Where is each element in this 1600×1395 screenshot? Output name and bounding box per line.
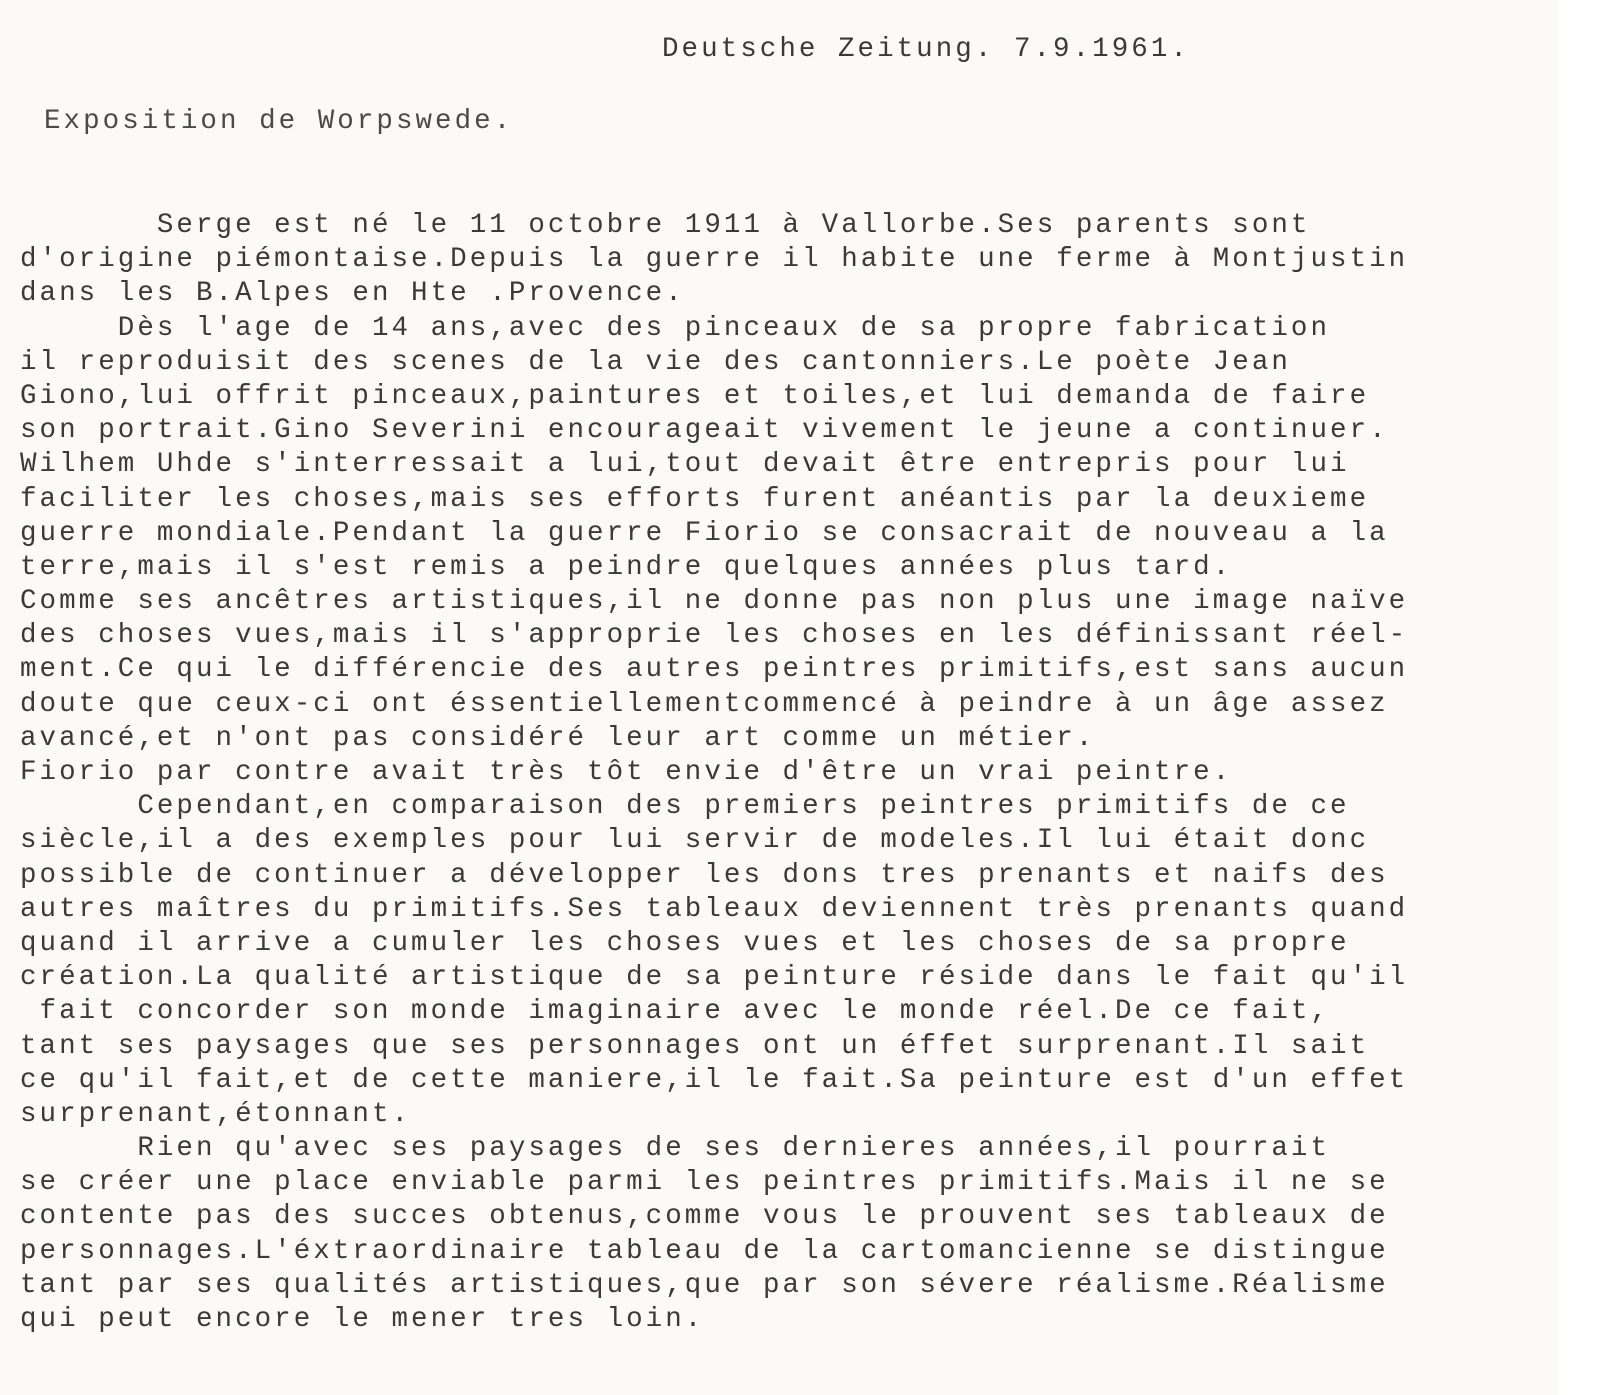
- text-line: siècle,il a des exemples pour lui servir de modeles.Il lui était donc: [20, 825, 1370, 857]
- text-line: il reproduisit des scenes de la vie des cantonniers.Le poète Jean: [20, 346, 1291, 378]
- text-line: Dès l'age de 14 ans,avec des pinceaux de sa propre fabrication: [20, 312, 1331, 344]
- text-line: d'origine piémontaise.Depuis la guerre il habite une ferme à Montjustin: [20, 244, 1409, 276]
- text-line: Fiorio par contre avait très tôt envie d'être un vrai peintre.: [20, 757, 1233, 788]
- text-line: Wilhem Uhde s'interressait a lui,tout devait être entrepris pour lui: [20, 449, 1350, 481]
- text-line: Rien qu'avec ses paysages de ses dernieres années,il pourrait: [20, 1133, 1331, 1165]
- text-line: ment.Ce qui le différencie des autres peintres primitifs,est sans aucun: [20, 654, 1409, 686]
- text-line: Giono,lui offrit pinceaux,paintures et toiles,et lui demanda de faire: [20, 380, 1370, 412]
- text-line: ce qu'il fait,et de cette maniere,il le fait.Sa peinture est d'un effet: [20, 1064, 1409, 1096]
- text-line: Cependant,en comparaison des premiers peintres primitifs de ce: [20, 791, 1350, 823]
- text-line: Comme ses ancêtres artistiques,il ne donne pas non plus une image naïve: [20, 586, 1409, 618]
- text-line: avancé,et n'ont pas considéré leur art comme un métier.: [20, 722, 1096, 754]
- text-line: des choses vues,mais il s'approprie les choses en les définissant réel-: [20, 620, 1409, 652]
- body-text: [20, 209, 1408, 1337]
- text-line: doute que ceux-ci ont éssentiellementcommencé à peindre à un âge assez: [20, 688, 1389, 720]
- text-line: se créer une place enviable parmi les peintres primitifs.Mais il ne se: [20, 1167, 1389, 1199]
- text-line: quand il arrive a cumuler les choses vues et les choses de sa propre: [20, 927, 1350, 959]
- text-line: tant ses paysages que ses personnages ont un éffet surprenant.Il sait: [20, 1030, 1370, 1062]
- text-line: dans les B.Alpes en Hte .Provence.: [20, 278, 685, 310]
- document-title: Exposition de Worpswede.: [44, 106, 514, 137]
- text-line: possible de continuer a développer les dons tres prenants et naifs des: [20, 859, 1389, 891]
- text-line: guerre mondiale.Pendant la guerre Fiorio se consacrait de nouveau a la: [20, 517, 1389, 549]
- text-line: terre,mais il s'est remis a peindre quelques années plus tard.: [20, 551, 1233, 583]
- text-line: tant par ses qualités artistiques,que par son sévere réalisme.Réalisme: [20, 1269, 1389, 1301]
- text-line: création.La qualité artistique de sa peinture réside dans le fait qu'il: [20, 962, 1409, 994]
- newspaper-header: Deutsche Zeitung. 7.9.1961.: [662, 34, 1190, 65]
- text-line: Serge est né le 11 octobre 1911 à Vallorbe.Ses parents sont: [20, 210, 1311, 241]
- text-line: qui peut encore le mener tres loin.: [20, 1304, 705, 1335]
- text-line: faciliter les choses,mais ses efforts furent anéantis par la deuxieme: [20, 483, 1370, 515]
- text-line: fait concorder son monde imaginaire avec le monde réel.De ce fait,: [20, 996, 1331, 1028]
- text-line: son portrait.Gino Severini encourageait vivement le jeune a continuer.: [20, 415, 1389, 447]
- text-line: personnages.L'éxtraordinaire tableau de la cartomancienne se distingue: [20, 1235, 1389, 1267]
- text-line: autres maîtres du primitifs.Ses tableaux deviennent très prenants quand: [20, 893, 1409, 925]
- text-line: contente pas des succes obtenus,comme vous le prouvent ses tableaux de: [20, 1201, 1389, 1233]
- text-line: surprenant,étonnant.: [20, 1098, 412, 1130]
